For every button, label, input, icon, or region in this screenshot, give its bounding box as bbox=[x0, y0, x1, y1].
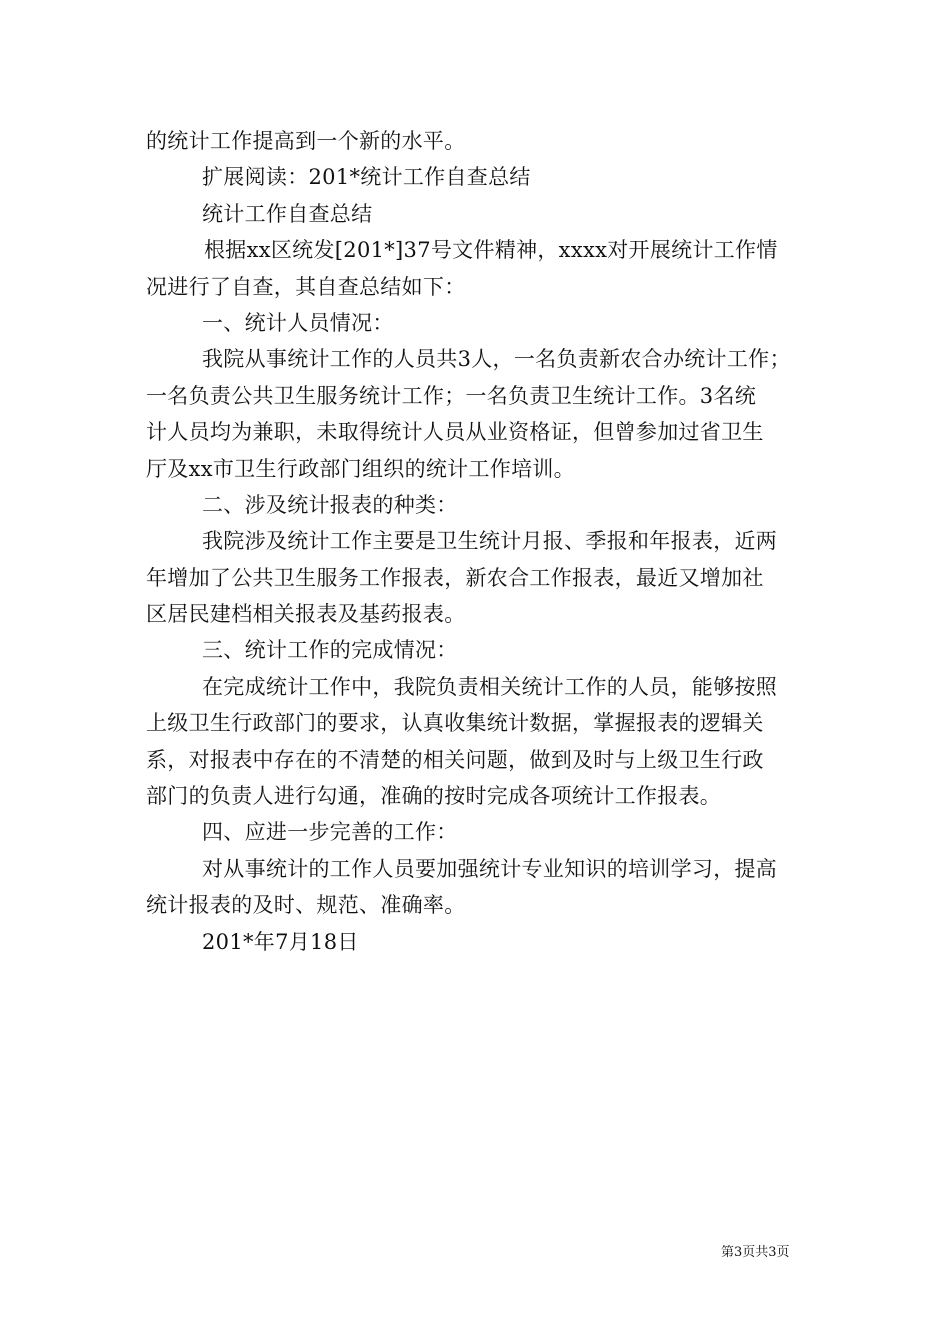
text-line: 年增加了公共卫生服务工作报表，新农合工作报表，最近又增加社 bbox=[146, 565, 764, 590]
text-line: 在完成统计工作中，我院负责相关统计工作的人员，能够按照 bbox=[202, 674, 778, 699]
text-line: 况进行了自查，其自查总结如下： bbox=[146, 274, 466, 299]
text-line: 对从事统计的工作人员要加强统计专业知识的培训学习，提高 bbox=[202, 856, 778, 881]
extended-reading-line: 扩展阅读：201*统计工作自查总结 bbox=[202, 165, 531, 190]
text-line: 根据xx区统发[201*]37号文件精神，xxxx对开展统计工作情 bbox=[204, 238, 778, 263]
text-line: 部门的负责人进行勾通，准确的按时完成各项统计工作报表。 bbox=[146, 784, 722, 809]
text-line: 我院从事统计工作的人员共3人，一名负责新农合办统计工作； bbox=[202, 347, 791, 372]
section-heading: 四、应进一步完善的工作： bbox=[202, 820, 458, 845]
document-date: 201*年7月18日 bbox=[202, 929, 359, 954]
text-line: 一名负责公共卫生服务统计工作；一名负责卫生统计工作。3名统 bbox=[146, 383, 757, 408]
section-heading: 一、统计人员情况： bbox=[202, 310, 394, 335]
text-line: 计人员均为兼职，未取得统计人员从业资格证，但曾参加过省卫生 bbox=[146, 420, 764, 445]
text-line: 系，对报表中存在的不清楚的相关问题，做到及时与上级卫生行政 bbox=[146, 747, 764, 772]
text-line: 区居民建档相关报表及基药报表。 bbox=[146, 602, 466, 627]
text-line: 统计报表的及时、规范、准确率。 bbox=[146, 893, 466, 918]
page-number: 第3页共3页 bbox=[721, 1245, 790, 1260]
text-line: 的统计工作提高到一个新的水平。 bbox=[146, 129, 466, 153]
text-line: 上级卫生行政部门的要求，认真收集统计数据，掌握报表的逻辑关 bbox=[146, 711, 764, 736]
section-heading: 三、统计工作的完成情况： bbox=[202, 638, 458, 663]
section-heading: 二、涉及统计报表的种类： bbox=[202, 492, 458, 517]
section-title: 统计工作自查总结 bbox=[202, 201, 373, 226]
document-body bbox=[146, 123, 806, 960]
text-line: 厅及xx市卫生行政部门组织的统计工作培训。 bbox=[146, 456, 575, 481]
text-line: 我院涉及统计工作主要是卫生统计月报、季报和年报表，近两 bbox=[202, 529, 778, 554]
